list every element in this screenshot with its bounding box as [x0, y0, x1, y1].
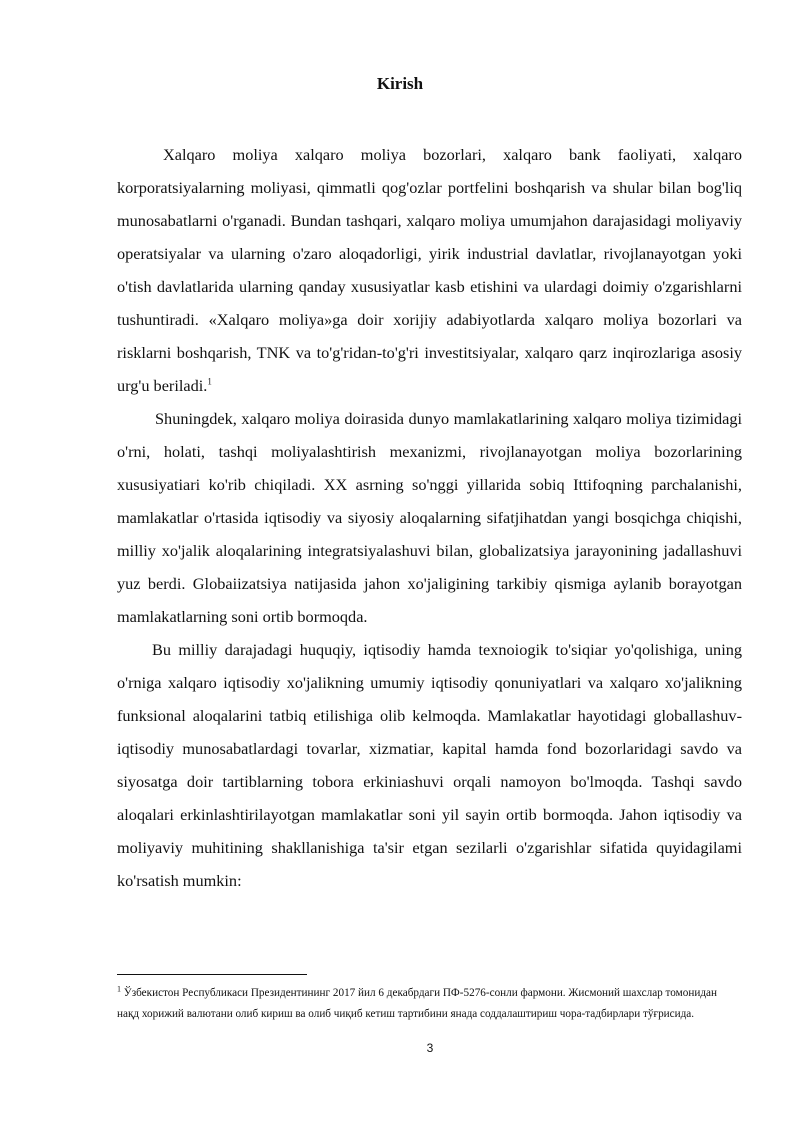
footnote-reference: 1	[207, 376, 212, 387]
footnote-text: Ўзбекистон Республикаси Президентининг 2017 йил 6 декабрдаги ПФ-5276-сонли фармони. Жисмоний шахслар томонидан нақд хорижий валютани олиб кириш ва олиб чиқиб кетиш тартибини янада соддалаштириш чора-тадбирлари тўғрисида.	[117, 987, 717, 1020]
footnote-marker: 1	[117, 984, 121, 994]
paragraph-1-text: Xalqaro moliya xalqaro moliya bozorlari, xalqaro bank faoliyati, xalqaro korporatsiyalarning moliyasi, qimmatli qog'ozlar portfelini boshqarish va shular bilan bog'liq munosabatlarni o'rganadi. Bundan tashqari, xalqaro moliya umumjahon darajasidagi moliyaviy operatsiyalar va ularning o'zaro aloqadorligi, yirik industrial davlatlar, rivojlanayotgan yoki o'tish davlatlarida ularning qanday xususiyatlar kasb etishini va ulardagi doimiy o'zgarishlarni tushuntiradi. «Xalqaro moliya»ga doir xorijiy adabiyotlarda xalqaro moliya bozorlari va risklarni boshqarish, TNK va to'g'ridan-to'g'ri investitsiyalar, xalqaro qarz inqirozlariga asosiy urg'u beriladi.	[117, 145, 742, 395]
footnote	[117, 983, 737, 1025]
paragraph-3: Bu milliy darajadagi huquqiy, iqtisodiy hamda texnoiogik to'siqiar yo'qolishiga, uning o'rniga xalqaro iqtisodiy xo'jalikning umumiy iqtisodiy qonuniyatlari va xalqaro xo'jalikning funksional aloqalarini tatbiq etilishiga olib kelmoqda. Mamlakatlar hayotidagi globallashuv-iqtisodiy munosabatlardagi tovarlar, xizmatiar, kapital hamda fond bozorlaridagi savdo va siyosatga doir tartiblarning tobora erkiniashuvi orqali namoyon bo'lmoqda. Tashqi savdo aloqalari erkinlashtirilayotgan mamlakatlar soni yil sayin ortib bormoqda. Jahon iqtisodiy va moliyaviy muhitining shakllanishiga ta'sir etgan sezilarli o'zgarishlar sifatida quyidagilami ko'rsatish mumkin:	[117, 640, 742, 890]
paragraph-2: Shuningdek, xalqaro moliya doirasida dunyo mamlakatlarining xalqaro moliya tizimidagi o'rni, holati, tashqi moliyalashtirish mexanizmi, rivojlanayotgan moliya bozorlarining xususiyatiari ko'rib chiqiladi. XX asrning so'nggi yillarida sobiq Ittifoqning parchalanishi, mamlakatlar o'rtasida iqtisodiy va siyosiy aloqalarning sifatjihatdan yangi bosqichga chiqishi, milliy xo'jalik aloqalarining integratsiyalashuvi bilan, globalizatsiya jarayonining jadallashuvi yuz berdi. Globaiizatsiya natijasida jahon xo'jaligining tarkibiy qismiga aylanib borayotgan mamlakatlarning soni ortib bormoqda.	[117, 409, 742, 626]
footnote-separator	[117, 974, 307, 975]
main-text	[117, 138, 742, 897]
page-number: 3	[426, 1041, 434, 1055]
paragraph-1	[117, 138, 742, 402]
page-title: Kirish	[376, 74, 424, 93]
